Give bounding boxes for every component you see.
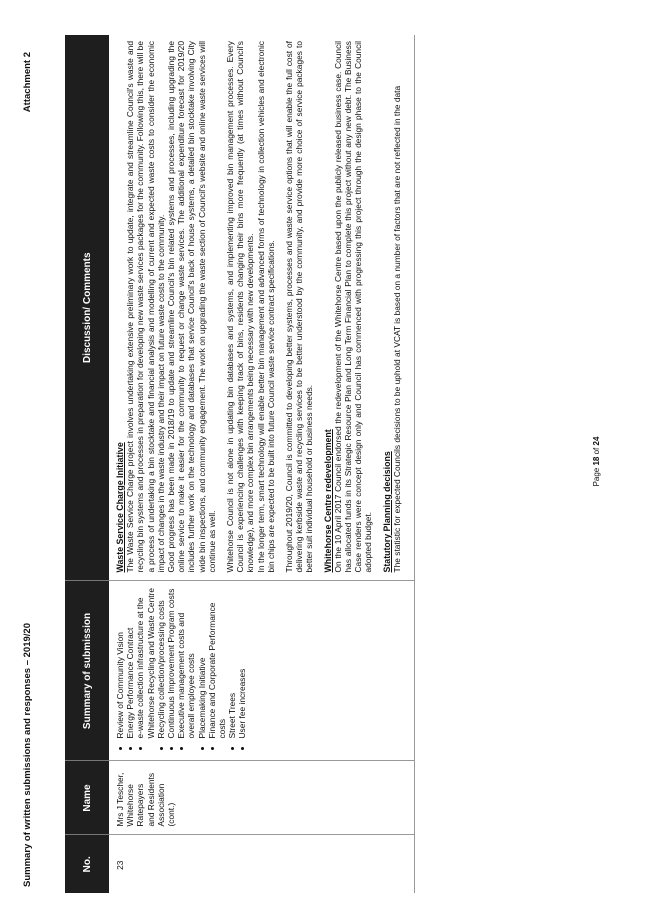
paragraph: The statistic for expected Councils decisions to be uphold at VCAT is based on a number of factors that are not reflected in the data bbox=[391, 85, 402, 573]
submitter-name: Mrs J Tescher, Whitehorse Ratepayers and Residents Association (cont.) bbox=[109, 761, 415, 835]
page-number: 18 bbox=[592, 456, 601, 466]
section-title-whitehorse-centre: Whitehorse Centre redevelopment bbox=[322, 429, 333, 573]
list-item: • e-waste collection infrastructure at the Whitehorse Recycling and Waste Centre bbox=[135, 588, 155, 739]
summary-list bbox=[115, 588, 248, 753]
submissions-table bbox=[65, 35, 415, 893]
paragraph: Good progress has been made in 2018/19 to update and streamline Council's bin related systems and processes, including upgrading the online service to make it easier for the community to request or change waste services. The additional expenditure forecast for 2019/20 includes further work on the technology and databases that service Council's back of house systems, a detailed bin stocktake involving City wide bin inspections, and community engagement. The work on upgrading the waste section of Council's website and online waste services will continue as well. bbox=[166, 41, 217, 573]
column-header-name: Name bbox=[65, 761, 109, 835]
page-total: 24 bbox=[592, 436, 601, 446]
list-item: • Energy Performance Contract bbox=[125, 588, 135, 739]
list-item: • Continuous Improvement Program costs bbox=[166, 588, 176, 739]
table-row bbox=[109, 35, 415, 893]
summary-cell bbox=[109, 581, 415, 761]
paragraph: Whitehorse Council is not alone in updating bin databases and systems, and implementing improved bin management processes. Every Council is experiencing challenges with keeping track of bins, residents changing their bins more frequently (at times without Council's knowledge), and more complex bin arrangements being necessary with new developments. bbox=[225, 41, 256, 573]
column-header-discussion: Discussion/ Comments bbox=[65, 35, 109, 581]
list-item: • Finance and Corporate Performance costs bbox=[207, 588, 227, 739]
column-header-summary: Summary of submission bbox=[65, 581, 109, 761]
table-header-row bbox=[65, 35, 109, 893]
paragraph: In the longer term, smart technology will enable better bin management and advanced forms of technology in collection vehicles and electronic bin chips are expected to be built into future Council waste service contract specifications. bbox=[255, 41, 276, 573]
discussion-cell bbox=[109, 35, 415, 581]
list-item: • Recycling collection/processing costs bbox=[156, 588, 166, 739]
section-title-waste-service: Waste Service Charge Initiative bbox=[115, 442, 125, 573]
attachment-label: Attachment 2 bbox=[22, 52, 33, 113]
paragraph: On the 10 April 2017 Council endorsed the redevelopment of the Whitehorse Centre based upon the publicly released business case. Council has allocated funds in its Strategic Resource Plan and Long Term Financial Plan to complete this project without any new debt. The Business Case renders were concept design only and Council has commenced with progressing this project through the design phase to the Council adopted budget. bbox=[332, 41, 374, 573]
document-header-title: Summary of written submissions and responses – 2019/20 bbox=[22, 623, 33, 887]
list-item: • Placemaking Initiative bbox=[197, 588, 207, 739]
list-item: • Review of Community Vision bbox=[115, 588, 125, 739]
paragraph: Throughout 2019/20, Council is committed to developing better systems, processes and waste service options that will enable the full cost of delivering kerbside waste and recycling services to be better understood by the community, and provide more choice of service packages to better suit individual household or business needs. bbox=[284, 41, 315, 573]
paragraph: The Waste Service Charge project involves undertaking extensive preliminary work to update, integrate and streamline Council's waste and recycling bin systems and processes in preparation for developing new waste services packages for the community. Following this, there will be a process of undertaking a bin stocktake and financial analysis and modelling of current and expected waste costs to consider the economic impact of changes in the waste industry and their impact on future waste costs to the community. bbox=[125, 41, 166, 573]
page-footer bbox=[592, 0, 601, 923]
section-title-statutory-planning: Statutory Planning decisions bbox=[381, 451, 392, 573]
list-item: • Street Trees bbox=[227, 588, 237, 739]
page-of: of bbox=[592, 445, 601, 457]
column-header-no: No. bbox=[65, 835, 109, 893]
list-item: • User fee increases bbox=[237, 588, 247, 739]
list-item: • Executive management costs and overall employee costs bbox=[176, 588, 196, 739]
submission-number: 23 bbox=[115, 860, 125, 870]
page-prefix: Page bbox=[592, 465, 601, 487]
